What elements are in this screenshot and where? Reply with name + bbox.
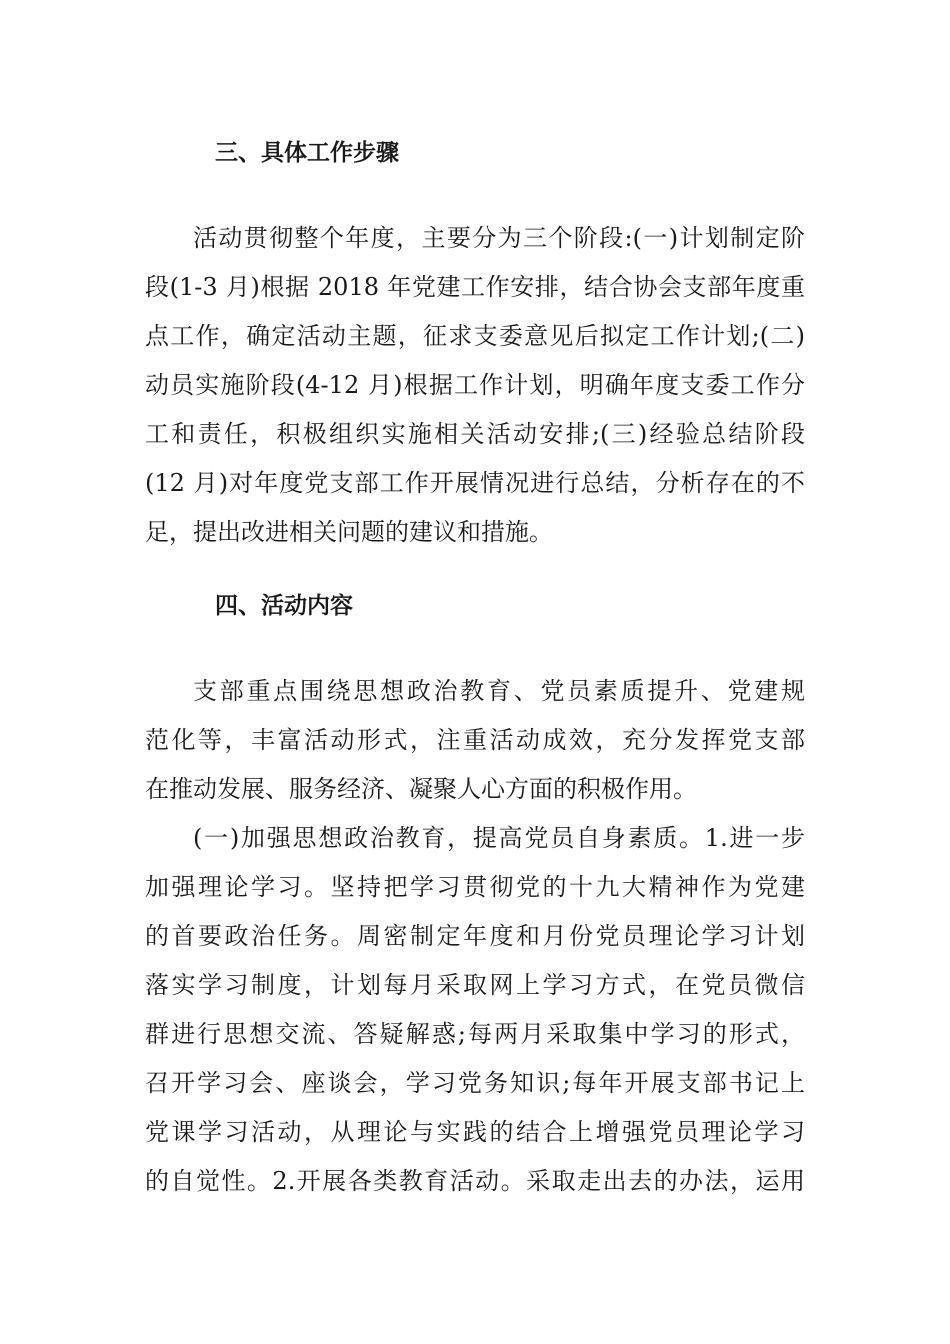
section-heading-4: 四、活动内容 <box>215 593 353 619</box>
paragraph-work-steps <box>145 214 805 557</box>
paragraph-line: 群进行思想交流、答疑解惑;每两月采取集中学习的形式， <box>145 1020 805 1048</box>
paragraph-line: 党课学习活动，从理论与实践的结合上增强党员理论学习 <box>145 1118 805 1146</box>
paragraph-line: 加强理论学习。坚持把学习贯彻党的十九大精神作为党建 <box>145 873 805 901</box>
paragraph-line: 动员实施阶段(4-12 月)根据工作计划，明确年度支委工作分 <box>145 371 805 399</box>
paragraph-activity-intro <box>145 667 805 814</box>
paragraph-line: (一)加强思想政治教育，提高党员自身素质。1.进一步 <box>193 824 805 852</box>
paragraph-line: 支部重点围绕思想政治教育、党员素质提升、党建规 <box>193 677 805 705</box>
paragraph-line: 的首要政治任务。周密制定年度和月份党员理论学习计划 <box>145 922 805 950</box>
paragraph-line: 范化等，丰富活动形式，注重活动成效，充分发挥党支部 <box>145 726 805 754</box>
paragraph-item-1 <box>145 814 805 1206</box>
paragraph-line: 工和责任，积极组织实施相关活动安排;(三)经验总结阶段 <box>145 420 805 448</box>
paragraph-line: (12 月)对年度党支部工作开展情况进行总结，分析存在的不 <box>145 469 805 497</box>
paragraph-line: 段(1-3 月)根据 2018 年党建工作安排，结合协会支部年度重 <box>145 273 805 301</box>
paragraph-line: 活动贯彻整个年度，主要分为三个阶段:(一)计划制定阶 <box>193 224 805 252</box>
paragraph-line: 召开学习会、座谈会，学习党务知识;每年开展支部书记上 <box>145 1069 805 1097</box>
paragraph-line: 点工作，确定活动主题，征求支委意见后拟定工作计划;(二) <box>145 322 805 350</box>
paragraph-line: 在推动发展、服务经济、凝聚人心方面的积极作用。 <box>145 775 697 803</box>
paragraph-line: 足，提出改进相关问题的建议和措施。 <box>145 518 553 546</box>
section-heading-3: 三、具体工作步骤 <box>215 140 399 166</box>
paragraph-line: 的自觉性。2.开展各类教育活动。采取走出去的办法，运用 <box>145 1167 805 1195</box>
paragraph-line: 落实学习制度，计划每月采取网上学习方式，在党员微信 <box>145 971 805 999</box>
